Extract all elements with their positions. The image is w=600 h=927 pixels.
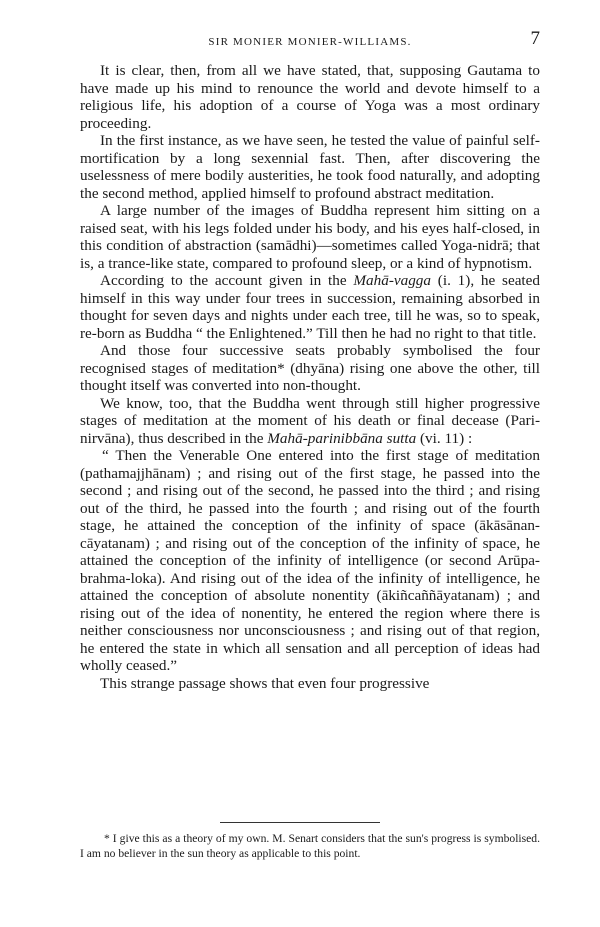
italic-title: Mahā-parinibbāna sutta	[267, 429, 417, 447]
text-run: We know, too, that the Buddha went through still higher progressive stages of meditation at the moment of his death or final decease (Pari-nirvāna), thus described in the	[80, 394, 540, 447]
footnote: * I give this as a theory of my own. M. Senart considers that the sun's progress is symbolised. I am no believer in the sun theory as applicable to this point.	[80, 832, 540, 860]
page-header	[80, 28, 540, 52]
italic-title: Mahā-vagga	[353, 272, 431, 289]
text-run: (vi. 11) :	[416, 429, 473, 447]
paragraph: This strange passage shows that even four progressive	[100, 674, 430, 692]
quotation-paragraph: “ Then the Venerable One entered into the first stage of meditation (pathamajjhānam) ; and rising out of the first stage, he passed into the second ; and rising out of the second, he passed into the third ; and rising out of the third, he passed into the fourth ; and rising out of the fourth stage, he attained the conception of the infinity of space (ākāsānan-cāyatanam) ; and rising out of the conception of the infinity of space, he attained the conception of the infinity of intelligence (or second Arūpa-brahma-loka). And rising out of the idea of the infinity of intelligence, he attained the conception of absolute nonentity (ākiñcaññāyatanam) ; and rising out of the idea of nonentity, he entered the region where there is neither consciousness nor unconsciousness ; and rising out of that region, he entered the state in which all sensation and all perception of ideas had wholly ceased.”	[80, 447, 540, 674]
paragraph: It is clear, then, from all we have stated, that, supposing Gautama to have made up his mind to renounce the world and devote himself to a religious life, his adoption of a course of Yoga was a most ordinary proceeding.	[80, 62, 540, 132]
paragraph	[80, 395, 540, 448]
text-run: (i. 1), he seated himself in this way under four trees in succession, remaining absorbed in thought for seven days and nights under each tree, till he was, so to speak, re-born as Buddha “ the Enlightened.” Till then he had no right to that title.	[80, 272, 540, 342]
running-head: SIR MONIER MONIER-WILLIAMS.	[208, 36, 412, 48]
page-number: 7	[530, 28, 540, 49]
footnote-rule	[220, 822, 380, 823]
paragraph: And those four successive seats probably symbolised the four recognised stages of meditation* (dhyāna) rising one above the other, till thought itself was converted into non-thought.	[80, 342, 540, 394]
paragraph: In the first instance, as we have seen, he tested the value of painful self-mortification by a long sexennial fast. Then, after discovering the uselessness of mere bodily austerities, he took food naturally, and adopting the second method, applied himself to profound abstract meditation.	[80, 132, 540, 202]
paragraph	[80, 272, 540, 342]
paragraph: A large number of the images of Buddha represent him sitting on a raised seat, with his legs folded under his body, and his eyes half-closed, in this condition of abstraction (samādhi)—sometimes called Yoga-nidrā; that is, a trance-like state, compared to profound sleep, or a kind of hypnotism.	[80, 202, 540, 272]
text-run: According to the account given in the	[100, 272, 354, 289]
body-text	[80, 62, 540, 692]
